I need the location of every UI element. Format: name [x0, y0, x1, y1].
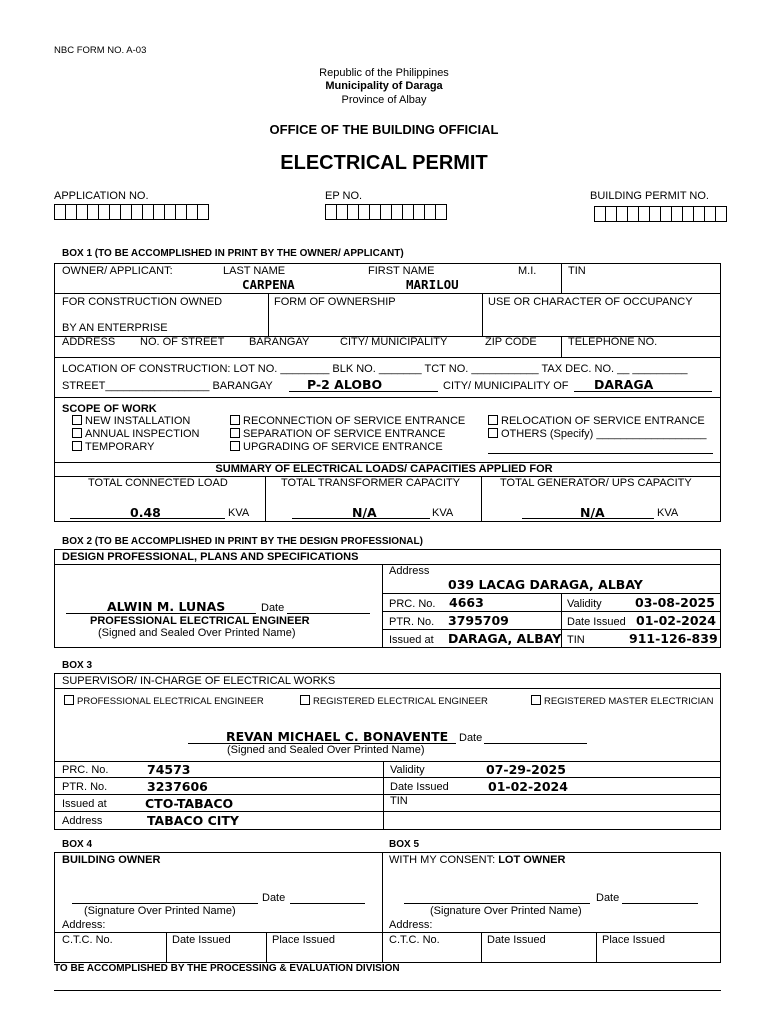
supervisor-prc-label: PRC. No.: [62, 764, 109, 776]
form-number: NBC FORM NO. A-03: [54, 45, 147, 56]
kva-unit: KVA: [228, 507, 250, 519]
owner-signature-note: (Signature Over Printed Name): [84, 905, 236, 917]
supervisor-signed-note: (Signed and Sealed Over Printed Name): [227, 744, 425, 756]
processing-division-label: TO BE ACCOMPLISHED BY THE PROCESSING & EVALUATION DIVISION: [54, 963, 400, 974]
supervisor-address-label: Address: [62, 815, 103, 827]
last-name-value[interactable]: CARPENA: [242, 277, 295, 292]
supervisor-prc-value[interactable]: 74573: [147, 762, 191, 777]
header-municipality: Municipality of Daraga: [325, 80, 443, 92]
address-label: ADDRESS: [62, 336, 116, 348]
design-professional-role: PROFESSIONAL ELECTRICAL ENGINEER: [90, 615, 310, 627]
date-label: Date: [262, 892, 286, 904]
total-connected-load-label: TOTAL CONNECTED LOAD: [88, 477, 228, 489]
checkbox-icon: [488, 428, 498, 438]
design-signed-note: (Signed and Sealed Over Printed Name): [98, 627, 296, 639]
barangay-label: BARANGAY: [249, 336, 310, 348]
supervisor-date-issued-label: Date Issued: [390, 781, 449, 793]
checkbox-icon: [230, 428, 240, 438]
city-municipality-label: CITY/ MUNICIPALITY: [340, 336, 448, 348]
design-address-label: Address: [389, 565, 430, 577]
design-tin-value[interactable]: 911-126-839: [629, 631, 718, 646]
street-barangay-label: STREET_________________ BARANGAY: [62, 380, 273, 392]
no-street-label: NO. OF STREET: [140, 336, 225, 348]
footer-rule: [54, 990, 721, 991]
design-date-issued-label: Date Issued: [567, 616, 626, 628]
owner-date-issued-label: Date Issued: [172, 934, 231, 946]
design-issued-at-label: Issued at: [389, 634, 434, 646]
checkbox-icon: [72, 441, 82, 451]
design-date-issued-value[interactable]: 01-02-2024: [636, 613, 716, 628]
design-address-value[interactable]: 039 LACAG DARAGA, ALBAY: [448, 577, 643, 592]
scope-of-work-label: SCOPE OF WORK: [62, 403, 157, 415]
supervisor-name[interactable]: REVAN MICHAEL C. BONAVENTE: [226, 729, 449, 744]
ep-no-label: EP NO.: [325, 190, 363, 202]
design-prc-value[interactable]: 4663: [449, 595, 484, 610]
design-validity-label: Validity: [567, 598, 602, 610]
design-ptr-value[interactable]: 3795709: [448, 613, 509, 628]
box2-heading: BOX 2 (TO BE ACCOMPLISHED IN PRINT BY THE DESIGN PROFESSIONAL): [62, 536, 423, 547]
lot-owner-place-issued-label: Place Issued: [602, 934, 665, 946]
scope-annual-inspection[interactable]: ANNUAL INSPECTION: [72, 428, 200, 440]
date-label: Date: [596, 892, 620, 904]
page-title: ELECTRICAL PERMIT: [280, 152, 488, 174]
box1-heading: BOX 1 (TO BE ACCOMPLISHED IN PRINT BY THE OWNER/ APPLICANT): [62, 248, 404, 259]
supervisor-address-value[interactable]: TABACO CITY: [147, 813, 239, 828]
generator-value[interactable]: N/A: [580, 505, 605, 520]
consent-label: WITH MY CONSENT: LOT OWNER: [389, 854, 566, 866]
supervisor-validity-value[interactable]: 07-29-2025: [486, 762, 566, 777]
checkbox-icon: [72, 428, 82, 438]
middle-initial-label: M.I.: [518, 265, 537, 277]
lot-owner-label: LOT OWNER: [498, 854, 566, 866]
checkbox-icon: [300, 695, 310, 705]
office-title: OFFICE OF THE BUILDING OFFICIAL: [269, 122, 499, 137]
supervisor-issued-at-label: Issued at: [62, 798, 107, 810]
box5-heading: BOX 5: [389, 839, 420, 850]
application-no-label: APPLICATION NO.: [54, 190, 149, 202]
scope-others[interactable]: OTHERS (Specify) __________________: [488, 428, 706, 440]
design-validity-value[interactable]: 03-08-2025: [635, 595, 715, 610]
checkbox-icon: [72, 415, 82, 425]
design-prc-label: PRC. No.: [389, 598, 436, 610]
location-of-construction-line: LOCATION OF CONSTRUCTION: LOT NO. ________ BLK NO. _______ TCT NO. ___________ TAX DEC. NO. __ _________: [62, 363, 688, 375]
form-of-ownership-label: FORM OF OWNERSHIP: [274, 296, 396, 308]
transformer-value[interactable]: N/A: [352, 505, 377, 520]
ep-no-field[interactable]: [325, 204, 447, 220]
checkbox-icon: [230, 441, 240, 451]
design-issued-at-value[interactable]: DARAGA, ALBAY: [448, 631, 562, 646]
total-transformer-label: TOTAL TRANSFORMER CAPACITY: [281, 477, 461, 489]
owner-place-issued-label: Place Issued: [272, 934, 335, 946]
lot-owner-signature-note: (Signature Over Printed Name): [430, 905, 582, 917]
supervisor-validity-label: Validity: [390, 764, 425, 776]
use-of-occupancy-label: USE OR CHARACTER OF OCCUPANCY: [488, 296, 693, 308]
scope-new-installation[interactable]: NEW INSTALLATION: [72, 415, 190, 427]
design-professional-label: DESIGN PROFESSIONAL, PLANS AND SPECIFICATIONS: [62, 551, 359, 563]
date-label: Date: [261, 602, 285, 614]
design-ptr-label: PTR. No.: [389, 616, 435, 628]
kva-unit: KVA: [657, 507, 679, 519]
supervisor-issued-at-value[interactable]: CTO-TABACO: [145, 796, 234, 811]
supervisor-ptr-label: PTR. No.: [62, 781, 108, 793]
telephone-label: TELEPHONE NO.: [568, 336, 658, 348]
by-enterprise-label: BY AN ENTERPRISE: [62, 322, 168, 334]
option-master-electrician[interactable]: REGISTERED MASTER ELECTRICIAN: [531, 695, 713, 707]
design-professional-name[interactable]: ALWIN M. LUNAS: [107, 599, 226, 614]
last-name-label: LAST NAME: [223, 265, 286, 277]
design-tin-label: TIN: [567, 634, 585, 646]
checkbox-icon: [531, 695, 541, 705]
date-label: Date: [459, 732, 483, 744]
zip-code-label: ZIP CODE: [485, 336, 537, 348]
lot-owner-ctc-label: C.T.C. No.: [389, 934, 440, 946]
owner-ctc-label: C.T.C. No.: [62, 934, 113, 946]
owner-applicant-label: OWNER/ APPLICANT:: [62, 265, 173, 277]
city-value[interactable]: DARAGA: [594, 377, 654, 392]
barangay-value[interactable]: P-2 ALOBO: [307, 377, 383, 392]
scope-relocation[interactable]: RELOCATION OF SERVICE ENTRANCE: [488, 415, 705, 427]
connected-load-value[interactable]: 0.48: [130, 505, 161, 520]
box4-heading: BOX 4: [62, 839, 93, 850]
option-registered-ee[interactable]: REGISTERED ELECTRICAL ENGINEER: [300, 695, 488, 707]
scope-temporary[interactable]: TEMPORARY: [72, 441, 154, 453]
tin-label: TIN: [568, 265, 586, 277]
scope-separation[interactable]: SEPARATION OF SERVICE ENTRANCE: [230, 428, 445, 440]
building-permit-no-label: BUILDING PERMIT NO.: [590, 190, 709, 202]
owner-address-label: Address:: [62, 919, 106, 931]
scope-reconnection[interactable]: RECONNECTION OF SERVICE ENTRANCE: [230, 415, 465, 427]
first-name-value[interactable]: MARILOU: [406, 277, 459, 292]
supervisor-label: SUPERVISOR/ IN-CHARGE OF ELECTRICAL WORKS: [62, 675, 336, 687]
lot-owner-address-label: Address:: [389, 919, 433, 931]
checkbox-icon: [488, 415, 498, 425]
kva-unit: KVA: [432, 507, 454, 519]
supervisor-ptr-value[interactable]: 3237606: [147, 779, 208, 794]
header-republic: Republic of the Philippines: [319, 67, 449, 79]
first-name-label: FIRST NAME: [368, 265, 435, 277]
building-permit-no-field[interactable]: [594, 206, 727, 222]
checkbox-icon: [230, 415, 240, 425]
summary-loads-label: SUMMARY OF ELECTRICAL LOADS/ CAPACITIES APPLIED FOR: [215, 463, 553, 475]
building-owner-label: BUILDING OWNER: [62, 854, 161, 866]
lot-owner-date-issued-label: Date Issued: [487, 934, 546, 946]
application-no-field[interactable]: [54, 204, 209, 220]
supervisor-tin-label: TIN: [390, 795, 408, 807]
total-generator-label: TOTAL GENERATOR/ UPS CAPACITY: [500, 477, 692, 489]
scope-upgrading[interactable]: UPGRADING OF SERVICE ENTRANCE: [230, 441, 443, 453]
supervisor-date-issued-value[interactable]: 01-02-2024: [488, 779, 568, 794]
header-province: Province of Albay: [341, 94, 427, 106]
box3-heading: BOX 3: [62, 660, 93, 671]
option-professional-ee[interactable]: PROFESSIONAL ELECTRICAL ENGINEER: [64, 695, 264, 707]
city-of-label: CITY/ MUNICIPALITY OF: [443, 380, 569, 392]
construction-owned-label: FOR CONSTRUCTION OWNED: [62, 296, 223, 308]
checkbox-icon: [64, 695, 74, 705]
